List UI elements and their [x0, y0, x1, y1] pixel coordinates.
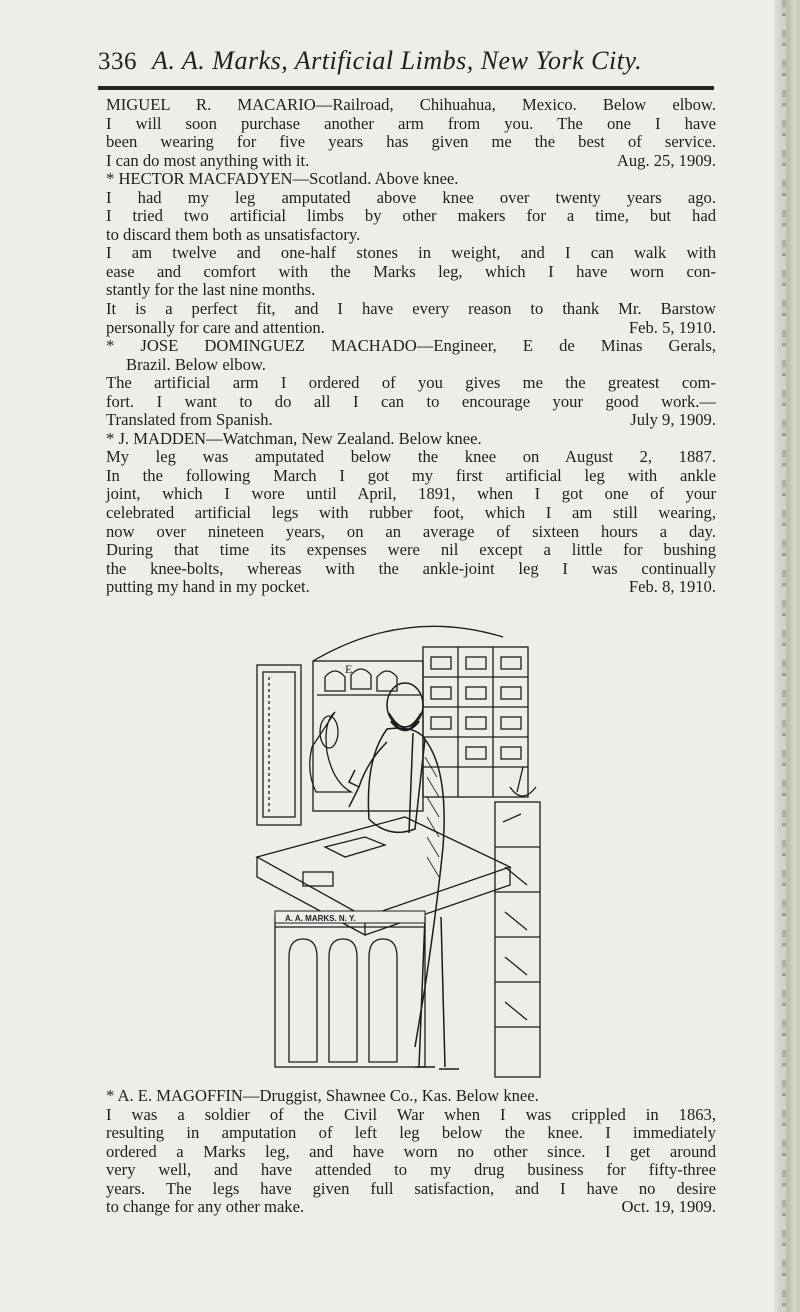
- testimonial-line: I am twelve and one-half stones in weight, and I can walk with: [106, 243, 716, 263]
- testimonial-line: I was a soldier of the Civil War when I was crippled in 1863,: [106, 1104, 716, 1124]
- testimonial-line: I tried two artificial limbs by other makers for a time, but had: [106, 206, 716, 226]
- testimonial-line: Brazil. Below elbow.: [126, 354, 266, 374]
- testimonial-line: ordered a Marks leg, and have worn no other since. I get around: [106, 1141, 716, 1161]
- testimonial-heading: MIGUEL R. MACARIO—Railroad, Chihuahua, Mexico. Below elbow.: [106, 95, 716, 114]
- testimonial-closing-line: [106, 319, 716, 338]
- testimonial-line: now over nineteen years, on an average of sixteen hours a day.: [106, 521, 716, 541]
- testimonial-line: putting my hand in my pocket.: [106, 577, 310, 597]
- testimonial-line: years. The legs have given full satisfaction, and I have no desire: [106, 1178, 716, 1198]
- druggist-engraving: [255, 617, 555, 1084]
- testimonial-heading: * JOSE DOMINGUEZ MACHADO—Engineer, E de Minas Gerals,: [106, 336, 716, 356]
- testimonial-line: Translated from Spanish.: [106, 410, 273, 430]
- testimonial-line: resulting in amputation of left leg below the knee. I immediately: [106, 1123, 716, 1143]
- testimonial-closing-line: [106, 411, 716, 430]
- testimonial-line: very well, and have attended to my drug business for fifty-three: [106, 1160, 716, 1180]
- testimonial-line: to change for any other make.: [106, 1197, 305, 1217]
- page-edge-scan-artifact: [774, 0, 800, 1312]
- testimonial-date: July 9, 1909.: [630, 410, 716, 430]
- testimonial-line: My leg was amputated below the knee on August 2, 1887.: [106, 447, 716, 467]
- testimonial-date: Feb. 8, 1910.: [628, 577, 716, 597]
- testimonials-bottom: [106, 1087, 716, 1217]
- testimonial-line: to discard them both as unsatisfactory.: [106, 224, 361, 244]
- running-title: A. A. Marks, Artificial Limbs, New York City.: [152, 46, 643, 75]
- testimonial-line: I will soon purchase another arm from you. The one I have: [106, 113, 716, 133]
- testimonial-line: joint, which I wore until April, 1891, when I got one of your: [106, 484, 716, 504]
- testimonial-line: I had my leg amputated above knee over twenty years ago.: [106, 187, 716, 207]
- testimonial-line: fort. I want to do all I can to encourage your good work.—: [106, 391, 716, 411]
- testimonial-line: In the following March I got my first artificial leg with ankle: [106, 465, 716, 485]
- counter-sign: A. A. MARKS. N. Y.: [285, 914, 356, 923]
- testimonial-line: celebrated artificial legs with rubber foot, which I am still wearing,: [106, 503, 716, 523]
- testimonial-heading: * A. E. MAGOFFIN—Druggist, Shawnee Co., Kas. Below knee.: [106, 1086, 539, 1105]
- testimonial-closing-line: [106, 152, 716, 171]
- testimonial-line: personally for care and attention.: [106, 317, 325, 337]
- testimonial-date: Aug. 25, 1909.: [616, 150, 716, 170]
- page-header: [98, 46, 718, 86]
- testimonial-line: been wearing for five years has given me the best of service.: [106, 132, 716, 152]
- testimonial-heading: * J. MADDEN—Watchman, New Zealand. Below knee.: [106, 428, 482, 448]
- testimonial-line: During that time its expenses were nil except a little for bushing: [106, 540, 716, 560]
- header-rule: [98, 86, 714, 90]
- testimonial-date: Feb. 5, 1910.: [628, 317, 716, 337]
- testimonial-heading: * HECTOR MACFADYEN—Scotland. Above knee.: [106, 169, 459, 189]
- testimonial-closing-line: [106, 1198, 716, 1217]
- testimonial-line: the knee-bolts, whereas with the ankle-joint leg I was continually: [106, 558, 716, 578]
- testimonial-date: Oct. 19, 1909.: [621, 1197, 716, 1217]
- testimonial-closing-line: [106, 578, 716, 597]
- testimonial-line: The artificial arm I ordered of you gives me the greatest com-: [106, 373, 716, 393]
- testimonial-line: stantly for the last nine months.: [106, 280, 316, 300]
- shelf-ornament-text: E: [345, 662, 353, 676]
- testimonials-top: [106, 96, 716, 597]
- testimonial-line: It is a perfect fit, and I have every reason to thank Mr. Barstow: [106, 299, 716, 319]
- testimonial-line: I can do most anything with it.: [106, 150, 310, 170]
- page-number: 336: [98, 48, 137, 75]
- testimonial-line: ease and comfort with the Marks leg, which I have worn con-: [106, 261, 716, 281]
